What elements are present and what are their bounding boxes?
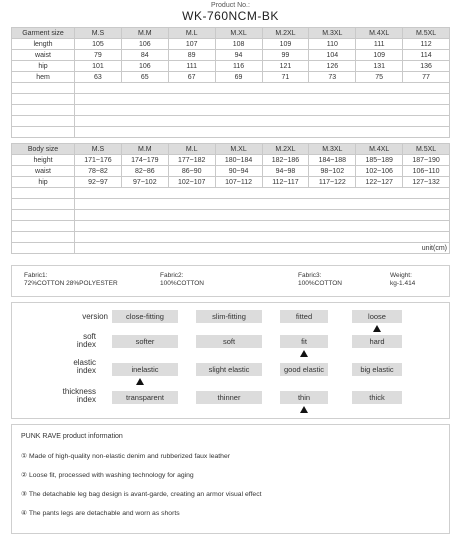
table-cell: 177~182: [168, 155, 215, 166]
table-cell: 112: [403, 39, 450, 50]
empty-cell: [12, 221, 75, 232]
body-size-table: [11, 143, 450, 254]
feature-option: thick: [352, 391, 402, 404]
info-line: ① Made of high-quality non-elastic denim and rubberized faux leather: [21, 453, 230, 460]
empty-row: [12, 105, 450, 116]
feature-option: thinner: [196, 391, 262, 404]
table-cell: 121: [262, 61, 309, 72]
feature-row-elastic-index: [12, 360, 449, 384]
table-row: [12, 61, 450, 72]
table-cell: 104: [309, 50, 356, 61]
table-header-cell: M.3XL: [309, 144, 356, 155]
table-cell: 94~98: [262, 166, 309, 177]
table-cell: 131: [356, 61, 403, 72]
table-cell: waist: [12, 166, 75, 177]
weight: [390, 272, 415, 288]
product-number-label: Product No.:: [211, 2, 250, 9]
empty-row: [12, 94, 450, 105]
table-header-cell: M.S: [75, 144, 122, 155]
table-cell: 117~122: [309, 177, 356, 188]
empty-row: [12, 188, 450, 199]
empty-cell: [12, 116, 75, 127]
table-header-cell: Body size: [12, 144, 75, 155]
feature-option: soft: [196, 335, 262, 348]
table-cell: 114: [403, 50, 450, 61]
empty-row: [12, 210, 450, 221]
info-title: PUNK RAVE product information: [21, 433, 123, 440]
empty-cell: [12, 83, 75, 94]
table-cell: hip: [12, 61, 75, 72]
info-line: ② Loose fit, processed with washing technology for aging: [21, 472, 194, 479]
table-row: [12, 72, 450, 83]
selected-marker-icon: [300, 406, 308, 413]
unit-row: [12, 243, 450, 254]
empty-cell: [75, 83, 450, 94]
table-cell: 109: [262, 39, 309, 50]
fabric1-value: 72%COTTON 28%POLYESTER: [24, 280, 118, 287]
empty-cell: [75, 188, 450, 199]
fabric3-value: 100%COTTON: [298, 280, 342, 287]
selected-marker-icon: [136, 378, 144, 385]
table-header-cell: Garment size: [12, 28, 75, 39]
table-cell: 187~190: [403, 155, 450, 166]
table-cell: 75: [356, 72, 403, 83]
table-header-cell: M.4XL: [356, 28, 403, 39]
table-cell: 182~186: [262, 155, 309, 166]
empty-cell: [12, 210, 75, 221]
fabric2: [160, 272, 204, 288]
table-cell: 184~188: [309, 155, 356, 166]
table-header-cell: M.M: [121, 144, 168, 155]
table-header-cell: M.XL: [215, 28, 262, 39]
fabric3: [298, 272, 342, 288]
feature-row-version: [12, 310, 449, 334]
table-cell: 106: [121, 39, 168, 50]
table-cell: 89: [168, 50, 215, 61]
empty-cell: [75, 94, 450, 105]
table-row: [12, 155, 450, 166]
table-cell: 126: [309, 61, 356, 72]
table-header-row: [12, 144, 450, 155]
table-header-cell: M.5XL: [403, 144, 450, 155]
table-header-row: [12, 28, 450, 39]
fabric2-label: Fabric2:: [160, 272, 184, 279]
empty-row: [12, 232, 450, 243]
product-code: WK-760NCM-BK: [182, 9, 279, 23]
table-cell: 174~179: [121, 155, 168, 166]
table-header-cell: M.XL: [215, 144, 262, 155]
table-cell: 127~132: [403, 177, 450, 188]
table-cell: 180~184: [215, 155, 262, 166]
table-cell: 98~102: [309, 166, 356, 177]
weight-value: kg-1.414: [390, 280, 416, 287]
weight-label: Weight:: [390, 272, 412, 279]
table-header-cell: M.4XL: [356, 144, 403, 155]
feature-row-soft-index: [12, 334, 449, 358]
table-cell: 65: [121, 72, 168, 83]
table-cell: 110: [309, 39, 356, 50]
table-cell: 107: [168, 39, 215, 50]
empty-cell: [12, 243, 75, 254]
feature-label-thickness: thickness index: [62, 387, 96, 404]
empty-cell: [75, 210, 450, 221]
table-cell: waist: [12, 50, 75, 61]
table-cell: 111: [168, 61, 215, 72]
info-line: ④ The pants legs are detachable and worn as shorts: [21, 510, 180, 517]
table-cell: 102~106: [356, 166, 403, 177]
feature-label-elastic: elastic index: [73, 358, 96, 375]
table-cell: 63: [75, 72, 122, 83]
product-info-box: [11, 424, 450, 534]
product-header: [0, 2, 461, 23]
table-cell: 106~110: [403, 166, 450, 177]
empty-cell: [75, 105, 450, 116]
empty-cell: [12, 232, 75, 243]
table-cell: length: [12, 39, 75, 50]
table-cell: 77: [403, 72, 450, 83]
table-cell: 90~94: [215, 166, 262, 177]
table-cell: 67: [168, 72, 215, 83]
fabric1-label: Fabric1:: [24, 272, 48, 279]
table-cell: 73: [309, 72, 356, 83]
table-cell: 99: [262, 50, 309, 61]
empty-cell: [75, 232, 450, 243]
table-cell: 107~112: [215, 177, 262, 188]
table-cell: hip: [12, 177, 75, 188]
table-cell: 111: [356, 39, 403, 50]
empty-cell: [12, 105, 75, 116]
table-header-cell: M.L: [168, 28, 215, 39]
table-cell: 97~102: [121, 177, 168, 188]
table-header-cell: M.S: [75, 28, 122, 39]
table-cell: 84: [121, 50, 168, 61]
table-cell: 108: [215, 39, 262, 50]
feature-option: softer: [112, 335, 178, 348]
feature-option: big elastic: [352, 363, 402, 376]
table-cell: 78~82: [75, 166, 122, 177]
table-header-cell: M.2XL: [262, 28, 309, 39]
feature-option: good elastic: [280, 363, 328, 376]
table-cell: 92~97: [75, 177, 122, 188]
feature-option: close-fitting: [112, 310, 178, 323]
empty-cell: [12, 188, 75, 199]
fabric3-label: Fabric3:: [298, 272, 322, 279]
table-cell: 185~189: [356, 155, 403, 166]
table-cell: hem: [12, 72, 75, 83]
table-cell: 79: [75, 50, 122, 61]
empty-row: [12, 127, 450, 138]
empty-cell: [75, 127, 450, 138]
table-row: [12, 39, 450, 50]
table-header-cell: M.3XL: [309, 28, 356, 39]
table-row: [12, 177, 450, 188]
feature-label: version: [82, 312, 108, 321]
feature-option: transparent: [112, 391, 178, 404]
table-cell: 82~86: [121, 166, 168, 177]
table-header-cell: M.2XL: [262, 144, 309, 155]
garment-size-table: [11, 27, 450, 138]
table-cell: 116: [215, 61, 262, 72]
empty-row: [12, 199, 450, 210]
unit-label: unit(cm): [75, 243, 450, 254]
fabric1: [24, 272, 118, 288]
table-cell: 109: [356, 50, 403, 61]
table-cell: 171~176: [75, 155, 122, 166]
table-cell: 122~127: [356, 177, 403, 188]
table-cell: 69: [215, 72, 262, 83]
empty-cell: [12, 199, 75, 210]
table-cell: height: [12, 155, 75, 166]
table-cell: 101: [75, 61, 122, 72]
selected-marker-icon: [300, 350, 308, 357]
fabric-info-box: [11, 265, 450, 297]
empty-row: [12, 116, 450, 127]
table-cell: 102~107: [168, 177, 215, 188]
table-cell: 94: [215, 50, 262, 61]
feature-option: fit: [280, 335, 328, 348]
table-cell: 136: [403, 61, 450, 72]
empty-cell: [75, 116, 450, 127]
selected-marker-icon: [373, 325, 381, 332]
table-cell: 112~117: [262, 177, 309, 188]
feature-option: thin: [280, 391, 328, 404]
table-cell: 105: [75, 39, 122, 50]
empty-row: [12, 83, 450, 94]
feature-option: slim-fitting: [196, 310, 262, 323]
feature-option: fitted: [280, 310, 328, 323]
table-cell: 86~90: [168, 166, 215, 177]
table-row: [12, 166, 450, 177]
feature-option: slight elastic: [196, 363, 262, 376]
table-cell: 71: [262, 72, 309, 83]
feature-option: hard: [352, 335, 402, 348]
table-header-cell: M.M: [121, 28, 168, 39]
table-row: [12, 50, 450, 61]
empty-row: [12, 221, 450, 232]
feature-label-soft: soft index: [76, 332, 96, 349]
empty-cell: [75, 199, 450, 210]
info-line: ③ The detachable leg bag design is avant-garde, creating an armor visual effect: [21, 491, 262, 498]
feature-index-box: [11, 302, 450, 419]
table-header-cell: M.L: [168, 144, 215, 155]
feature-option: inelastic: [112, 363, 178, 376]
feature-option: loose: [352, 310, 402, 323]
empty-cell: [12, 94, 75, 105]
empty-cell: [75, 221, 450, 232]
feature-row-thickness-index: [12, 388, 449, 412]
table-header-cell: M.5XL: [403, 28, 450, 39]
table-cell: 106: [121, 61, 168, 72]
fabric2-value: 100%COTTON: [160, 280, 204, 287]
empty-cell: [12, 127, 75, 138]
